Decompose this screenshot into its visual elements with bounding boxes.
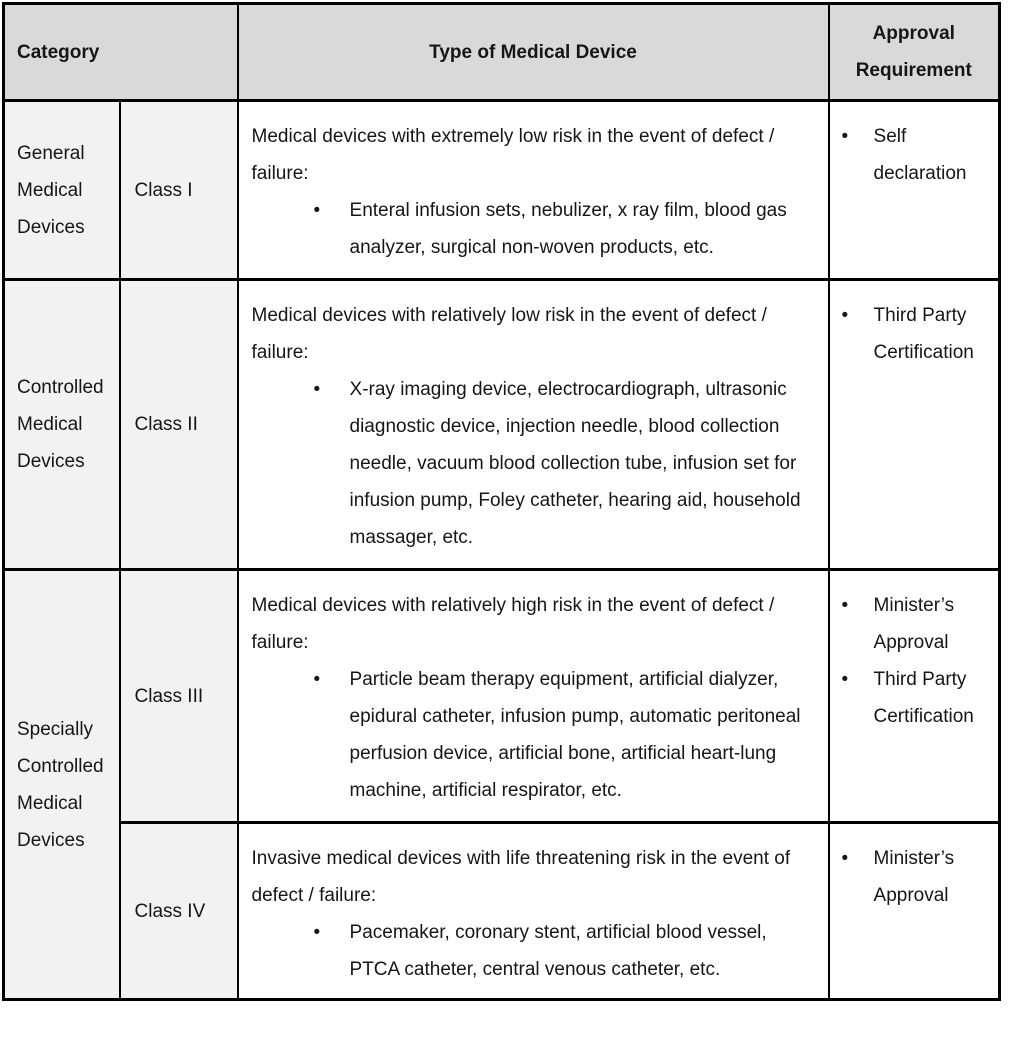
bullet-icon: • (841, 669, 849, 690)
approval-requirement-text: Third Party Certification (873, 669, 974, 727)
table-row-class-iii (4, 570, 1000, 823)
bullet-icon: • (841, 126, 849, 147)
approval-item (842, 661, 991, 735)
bullet-icon: • (841, 305, 849, 326)
bullet-icon: • (313, 200, 321, 221)
bullet-icon: • (313, 922, 321, 943)
table-row-class-ii (4, 280, 1000, 570)
approval-cell-class-iv (829, 823, 1000, 1000)
header-approval-requirement: Approval Requirement (829, 4, 1000, 101)
device-examples: X-ray imaging device, electrocardiograph, ultrasonic diagnostic device, injection needle, blood collection needle, vacuum blood collection tube, infusion set for infusion pump, Foley catheter, hearing aid, household massager, etc. (349, 379, 801, 548)
class-cell-iii: Class III (120, 570, 238, 823)
approval-requirement-text: Minister’s Approval (873, 848, 955, 906)
type-cell-class-ii (238, 280, 829, 570)
device-examples: Pacemaker, coronary stent, artificial blood vessel, PTCA catheter, central venous catheter, etc. (349, 922, 767, 980)
category-cell-general: General Medical Devices (4, 101, 120, 280)
bullet-icon: • (841, 848, 849, 869)
approval-item (842, 118, 991, 192)
approval-item (842, 297, 991, 371)
device-examples-item (252, 661, 810, 809)
type-cell-class-iv (238, 823, 829, 1000)
category-cell-specially-controlled: Specially Controlled Medical Devices (4, 570, 120, 1000)
device-examples: Enteral infusion sets, nebulizer, x ray film, blood gas analyzer, surgical non-woven products, etc. (349, 200, 787, 258)
bullet-icon: • (313, 669, 321, 690)
header-category: Category (4, 4, 238, 101)
table-row-class-iv (4, 823, 1000, 1000)
device-description: Medical devices with relatively low risk in the event of defect / failure: (251, 305, 767, 363)
bullet-icon: • (313, 379, 321, 400)
approval-requirement-text: Self declaration (873, 126, 967, 184)
header-row (4, 4, 1000, 101)
device-description: Medical devices with relatively high risk in the event of defect / failure: (251, 595, 775, 653)
medical-device-classification-table (2, 2, 1001, 1001)
class-cell-ii: Class II (120, 280, 238, 570)
device-description: Medical devices with extremely low risk in the event of defect / failure: (251, 126, 775, 184)
approval-cell-class-iii (829, 570, 1000, 823)
approval-item (842, 587, 991, 661)
type-cell-class-iii (238, 570, 829, 823)
device-examples: Particle beam therapy equipment, artificial dialyzer, epidural catheter, infusion pump, automatic peritoneal perfusion device, artificial bone, artificial heart-lung machine, artificial respirator, etc. (349, 669, 801, 801)
table-row-class-i (4, 101, 1000, 280)
approval-requirement-text: Minister’s Approval (873, 595, 955, 653)
bullet-icon: • (841, 595, 849, 616)
type-cell-class-i (238, 101, 829, 280)
approval-cell-class-ii (829, 280, 1000, 570)
approval-item (842, 840, 991, 914)
class-cell-iv: Class IV (120, 823, 238, 1000)
class-cell-i: Class I (120, 101, 238, 280)
device-examples-item (252, 914, 810, 988)
device-examples-item (252, 371, 810, 556)
header-type-of-medical-device: Type of Medical Device (238, 4, 829, 101)
category-cell-controlled: Controlled Medical Devices (4, 280, 120, 570)
device-description: Invasive medical devices with life threatening risk in the event of defect / failure: (251, 848, 791, 906)
approval-requirement-text: Third Party Certification (873, 305, 974, 363)
device-examples-item (252, 192, 810, 266)
approval-cell-class-i (829, 101, 1000, 280)
